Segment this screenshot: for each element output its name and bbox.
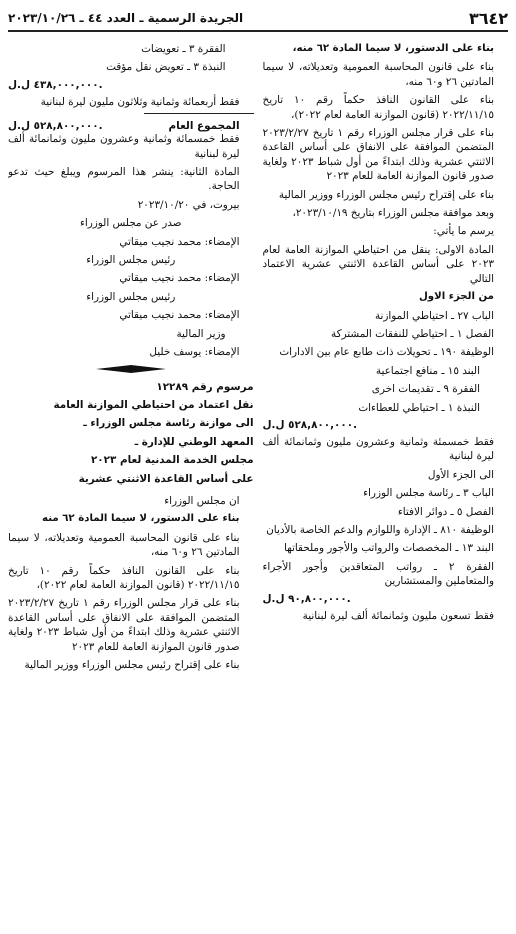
paragraph: البند ١٣ ـ المخصصات والرواتب والأجور وملحقاتها [283, 542, 494, 555]
column-gutter [258, 42, 259, 676]
decree-divider [8, 364, 254, 374]
paragraph: الى الجزء الأول [427, 468, 494, 481]
paragraph: فقط خمسمئة وثمانية وعشرون مليون وثمانمائة ألف ليرة لبنانية [262, 435, 494, 463]
paragraph: بناء على إقتراح رئيس مجلس الوزراء ووزير المالية [24, 659, 240, 671]
decree-title-line: مجلس الخدمة المدنية لعام ٢٠٢٣ [90, 454, 254, 467]
paragraph: الباب ٣ ـ رئاسة مجلس الوزراء [363, 487, 494, 500]
decree-title [8, 398, 254, 486]
paragraph: بناء على قرار مجلس الوزراء رقم ١ تاريخ ٢٠٢٣/٢/٢٧ المتضمن الموافقة على الانفاق على أساس القاعدة الاثنتي عشرية وذلك ابتداءً من أول شباط ٢٠٢٣ ولغاية صدور قانون الموازنة العامة للعام ٢٠٢٣ [8, 597, 240, 653]
signature-line: رئيس مجلس الوزراء [86, 254, 176, 267]
paragraph: بناء على القانون النافذ حكماً رقم ١٠ تاريخ ٢٠٢٢/١١/١٥ (قانون الموازنة العامة لعام ٢٠٢٢)، [8, 564, 240, 591]
paragraph: البند ١٥ ـ منافع اجتماعية [375, 364, 480, 377]
signature-line: الإمضاء: محمد نجيب ميقاتي [119, 272, 240, 285]
paragraph: الفصل ٥ ـ دوائر الافتاء [397, 505, 494, 518]
signature-line: صدر عن مجلس الوزراء [80, 217, 182, 230]
amount-value: ٥٢٨,٨٠٠,٠٠٠ ل.ل. [262, 418, 358, 431]
paragraph: بناء على الدستور، لا سيما المادة ٦٢ منه [42, 513, 240, 525]
paragraph: فقط تسعون مليون وثمانمائة ألف ليرة لبنانية [302, 609, 494, 622]
divider-ornament-icon [96, 364, 166, 374]
paragraph: المادة الثانية: ينشر هذا المرسوم ويبلغ حيث تدعو الحاجة. [8, 166, 240, 193]
decree-number: مرسوم رقم ١٢٢٨٩ [156, 380, 254, 393]
decree-body [8, 494, 254, 672]
two-column-body [8, 42, 508, 676]
decree-title-line: الى موازنة رئاسة مجلس الوزراء ـ [83, 417, 254, 430]
paragraph: فقط أربعمائة وثمانية وثلاثون مليون ليرة لبنانية [40, 95, 240, 108]
total-row [8, 120, 254, 132]
paragraph: الوظيفة ٨١٠ ـ الإدارة واللوازم والدعم الخاصة بالأديان [266, 523, 494, 536]
paragraph: الوظيفة ١٩٠ ـ تحويلات ذات طابع عام بين الادارات [279, 346, 494, 359]
paragraph: الفقرة ٣ ـ تعويضات [141, 43, 226, 55]
paragraph: المادة الاولى: ينقل من احتياطي الموازنة العامة لعام ٢٠٢٣ على أساس القاعدة الاثنتي عشرية الاعتماد التالي [262, 243, 494, 285]
right-column [263, 42, 509, 676]
paragraph: الفقرة ٩ ـ تقديمات اخرى [371, 383, 480, 396]
paragraph: الفصل ١ ـ احتياطي للنفقات المشتركة [331, 327, 494, 340]
running-head: الجريدة الرسمية ـ العدد ٤٤ ـ ٢٠٢٣/١٠/٢٦ [8, 11, 244, 25]
decree-title-line: على أساس القاعدة الاثنتي عشرية [78, 472, 254, 485]
left-column-items [8, 42, 254, 109]
paragraph: بناء على إقتراح رئيس مجلس الوزراء ووزير المالية [278, 188, 494, 201]
paragraph: فقط خمسمائة وثمانية وعشرون مليون وثمانمائة ألف ليرة لبنانية [8, 133, 240, 160]
paragraph: بناء على القانون النافذ حكماً رقم ١٠ تاريخ ٢٠٢٢/١١/١٥ (قانون الموازنة العامة لعام ٢٠٢٢)، [262, 94, 494, 121]
paragraph: الباب ٢٧ ـ احتياطي الموازنة [374, 309, 494, 322]
paragraph: الفقرة ٢ ـ رواتب المتعاقدين وأجور الأجراء والمتعاملين والمستشارين [262, 560, 494, 588]
total-rule [144, 113, 254, 114]
left-column [8, 42, 254, 676]
paragraph: من الجزء الاول [418, 291, 494, 303]
paragraph: بناء على الدستور، لا سيما المادة ٦٢ منه، [292, 43, 494, 54]
general-total-block [8, 120, 254, 194]
signature-line: رئيس مجلس الوزراء [86, 290, 176, 303]
paragraph: وبعد موافقة مجلس الوزراء بتاريخ ٢٠٢٣/١٠/١٩، [292, 207, 494, 220]
page-number: ٣٦٤٢ [468, 8, 508, 28]
decree-title-line: نقل اعتماد من احتياطي الموازنة العامة [53, 398, 254, 411]
signature-line: الإمضاء: محمد نجيب ميقاتي [119, 235, 240, 248]
amount-value: ٥٢٨,٨٠٠,٠٠٠ ل.ل. [8, 120, 103, 133]
signature-line: وزير المالية [176, 327, 226, 340]
paragraph: بناء على قرار مجلس الوزراء رقم ١ تاريخ ٢٠٢٣/٢/٢٧ المتضمن الموافقة على الانفاق على أساس القاعدة الاثنتي عشرية وذلك ابتداءً من أول شباط ٢٠٢٣ ولغاية صدور قانون الموازنة العامة للعام ٢٠٢٣ [262, 127, 495, 183]
total-label: المجموع العام [168, 120, 240, 133]
signature-line: الإمضاء: محمد نجيب ميقاتي [119, 309, 240, 322]
paragraph: بناء على قانون المحاسبة العمومية وتعديلاته، لا سيما المادتين ٢٦ و٦٠ منه، [262, 61, 494, 88]
signature-line: بيروت، في ٢٠٢٣/١٠/٢٠ [137, 198, 240, 211]
amount-value: ٤٣٨,٠٠٠,٠٠٠ ل.ل. [8, 78, 103, 91]
paragraph: النبذة ١ ـ احتياطي للعطاءات [358, 401, 480, 414]
paragraph: النبذة ٣ ـ تعويض نقل مؤقت [106, 61, 226, 74]
paragraph: يرسم ما يأتي: [433, 225, 494, 238]
signature-line: الإمضاء: يوسف خليل [149, 346, 240, 359]
page-header [8, 6, 508, 32]
signature-block [8, 198, 254, 360]
paragraph: بناء على قانون المحاسبة العمومية وتعديلاته، لا سيما المادتين ٢٦ و٦٠ منه، [8, 531, 240, 559]
decree-title-line: المعهد الوطني للإدارة ـ [134, 435, 254, 448]
paragraph: ان مجلس الوزراء [164, 494, 240, 507]
amount-value: ٩٠,٨٠٠,٠٠٠ ل.ل. [262, 592, 351, 605]
